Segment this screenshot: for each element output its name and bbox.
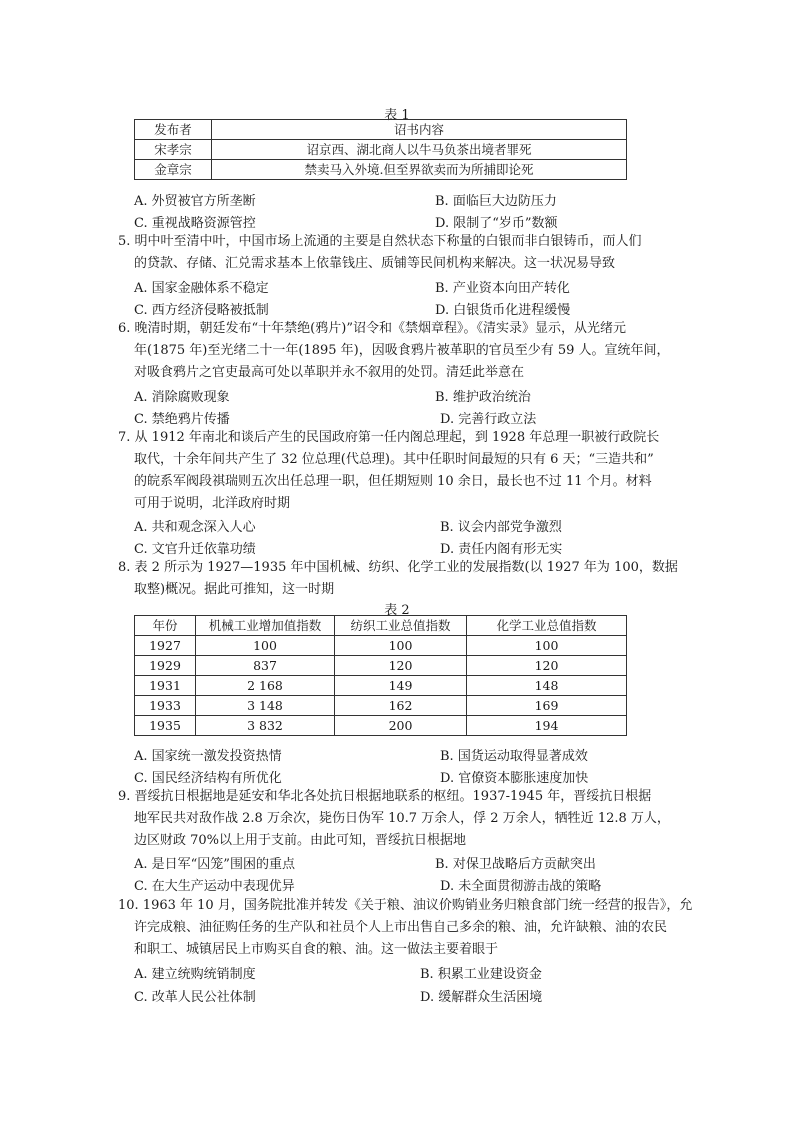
q5-line-2: 的贷款、存储、汇兑需求基本上依靠钱庄、质铺等民间机构来解决。这一状况易导致 <box>134 256 616 271</box>
table-cell: 100 <box>335 636 467 656</box>
table-cell: 1933 <box>135 696 196 716</box>
table-row <box>135 160 627 180</box>
q5-stem <box>118 231 642 275</box>
q6-option-b: B. 维护政治统治 <box>435 390 531 405</box>
table-cell: 禁卖马入外境.但至界欲卖而为所捕即论死 <box>212 160 627 180</box>
table-row <box>135 616 627 636</box>
q10-line-1: 10. 1963 年 10 月，国务院批准并转发《关于粮、油议价购销业务归粮食部门统一经营的报告》，允 <box>118 898 693 913</box>
table-cell: 1927 <box>135 636 196 656</box>
table-cell: 1931 <box>135 676 196 696</box>
table-header-cell: 诏书内容 <box>212 120 627 140</box>
table-cell: 宋孝宗 <box>135 140 212 160</box>
q9-option-a: A. 是日军“囚笼”围困的重点 <box>134 857 295 872</box>
table-header-cell: 发布者 <box>135 120 212 140</box>
table-cell: 金章宗 <box>135 160 212 180</box>
table1 <box>134 119 627 180</box>
q7-stem <box>118 427 659 515</box>
q10-option-a: A. 建立统购统销制度 <box>134 967 256 982</box>
table-cell: 3 832 <box>196 716 335 736</box>
table-cell: 100 <box>196 636 335 656</box>
q5-option-d: D. 白银货币化进程缓慢 <box>435 303 571 318</box>
table-cell: 149 <box>335 676 467 696</box>
q8-line-2: 取整)概况。据此可推知，这一时期 <box>134 582 335 597</box>
table-cell: 诏京西、湖北商人以牛马负茶出境者罪死 <box>212 140 627 160</box>
table-row <box>135 140 627 160</box>
table-cell: 162 <box>335 696 467 716</box>
q9-line-3: 边区财政 70%以上用于支前。由此可知，晋绥抗日根据地 <box>134 833 467 848</box>
q6-option-a: A. 消除腐败现象 <box>134 390 230 405</box>
q8-option-b: B. 国货运动取得显著成效 <box>440 749 588 764</box>
q5-option-a: A. 国家金融体系不稳定 <box>134 281 269 296</box>
q9-option-d: D. 未全面贯彻游击战的策略 <box>440 879 602 894</box>
q10-stem <box>118 895 692 961</box>
q10-option-c: C. 改革人民公社体制 <box>134 990 256 1005</box>
q4-option-b: B. 面临巨大边防压力 <box>435 194 557 209</box>
q4-option-a: A. 外贸被官方所垄断 <box>134 194 256 209</box>
q10-option-d: D. 缓解群众生活困境 <box>420 990 543 1005</box>
table-cell: 200 <box>335 716 467 736</box>
q8-option-c: C. 国民经济结构有所优化 <box>134 771 282 786</box>
q7-line-2: 取代，十余年间共产生了 32 位总理(代总理)。其中任职时间最短的只有 6 天；“三造共和” <box>134 452 654 467</box>
q6-line-3: 对吸食鸦片之官吏最高可处以革职并永不叙用的处罚。清廷此举意在 <box>134 365 525 380</box>
q7-option-a: A. 共和观念深入人心 <box>134 520 256 535</box>
table-row <box>135 676 627 696</box>
table-header-cell: 机械工业增加值指数 <box>196 616 335 636</box>
q8-line-1: 8. 表 2 所示为 1927—1935 年中国机械、纺织、化学工业的发展指数(以 1927 年为 100，数据 <box>118 560 678 575</box>
table-cell: 3 148 <box>196 696 335 716</box>
q5-line-1: 5. 明中叶至清中叶，中国市场上流通的主要是自然状态下称量的白银而非白银铸币，而人们 <box>118 234 642 249</box>
q5-option-b: B. 产业资本向田产转化 <box>435 281 570 296</box>
q6-line-1: 6. 晚清时期，朝廷发布“十年禁绝(鸦片)”诏令和《禁烟章程》。《清实录》显示，从光绪元 <box>118 321 626 336</box>
table-cell: 1929 <box>135 656 196 676</box>
table-cell: 2 168 <box>196 676 335 696</box>
q9-stem <box>118 786 670 852</box>
table2 <box>134 615 627 736</box>
table-header-cell: 纺织工业总值指数 <box>335 616 467 636</box>
table-cell: 148 <box>467 676 627 696</box>
table-cell: 169 <box>467 696 627 716</box>
q9-option-b: B. 对保卫战略后方贡献突出 <box>435 857 596 872</box>
q7-option-c: C. 文官升迁依靠功绩 <box>134 542 256 557</box>
q10-option-b: B. 积累工业建设资金 <box>420 967 542 982</box>
q9-line-2: 地军民共对敌作战 2.8 万余次，毙伤日伪军 10.7 万余人，俘 2 万余人，牺牲近 12.8 万人， <box>134 811 670 826</box>
q6-option-d: D. 完善行政立法 <box>440 412 537 427</box>
q8-option-a: A. 国家统一激发投资热情 <box>134 749 282 764</box>
q6-line-2: 年(1875 年)至光绪二十一年(1895 年)，因吸食鸦片被革职的官员至少有 59 人。宣统年间， <box>134 343 670 358</box>
q7-option-d: D. 责任内阁有形无实 <box>440 542 563 557</box>
table-row <box>135 120 627 140</box>
q7-option-b: B. 议会内部党争激烈 <box>440 520 562 535</box>
q7-line-1: 7. 从 1912 年南北和谈后产生的民国政府第一任内阁总理起，到 1928 年总理一职被行政院长 <box>118 430 660 445</box>
q9-line-1: 9. 晋绥抗日根据地是延安和华北各处抗日根据地联系的枢纽。1937-1945 年，晋绥抗日根据 <box>118 789 652 804</box>
q6-stem <box>118 318 670 384</box>
q9-option-c: C. 在大生产运动中表现优异 <box>134 879 295 894</box>
q4-option-c: C. 重视战略资源管控 <box>134 216 256 231</box>
table-cell: 1935 <box>135 716 196 736</box>
table-row <box>135 656 627 676</box>
table-header-cell: 化学工业总值指数 <box>467 616 627 636</box>
table2-caption: 表 2 <box>384 603 410 618</box>
table-row <box>135 716 627 736</box>
q6-option-c: C. 禁绝鸦片传播 <box>134 412 230 427</box>
q8-stem <box>118 557 678 601</box>
q10-line-2: 许完成粮、油征购任务的生产队和社员个人上市出售自己多余的粮、油，允许缺粮、油的农民 <box>134 920 668 935</box>
table-cell: 837 <box>196 656 335 676</box>
table-cell: 194 <box>467 716 627 736</box>
q7-line-4: 可用于说明，北洋政府时期 <box>134 496 291 511</box>
table-header-cell: 年份 <box>135 616 196 636</box>
q7-line-3: 的皖系军阀段祺瑞则五次出任总理一职，但任期短则 10 余日，最长也不过 11 个月。材料 <box>134 474 652 489</box>
table-row <box>135 696 627 716</box>
table1-caption: 表 1 <box>384 108 410 123</box>
table-cell: 120 <box>467 656 627 676</box>
q4-option-d: D. 限制了“岁币”数额 <box>435 216 558 231</box>
q10-line-3: 和职工、城镇居民上市购买自食的粮、油。这一做法主要着眼于 <box>134 942 499 957</box>
table-cell: 120 <box>335 656 467 676</box>
q5-option-c: C. 西方经济侵略被抵制 <box>134 303 269 318</box>
table-cell: 100 <box>467 636 627 656</box>
table-row <box>135 636 627 656</box>
q8-option-d: D. 官僚资本膨胀速度加快 <box>440 771 589 786</box>
